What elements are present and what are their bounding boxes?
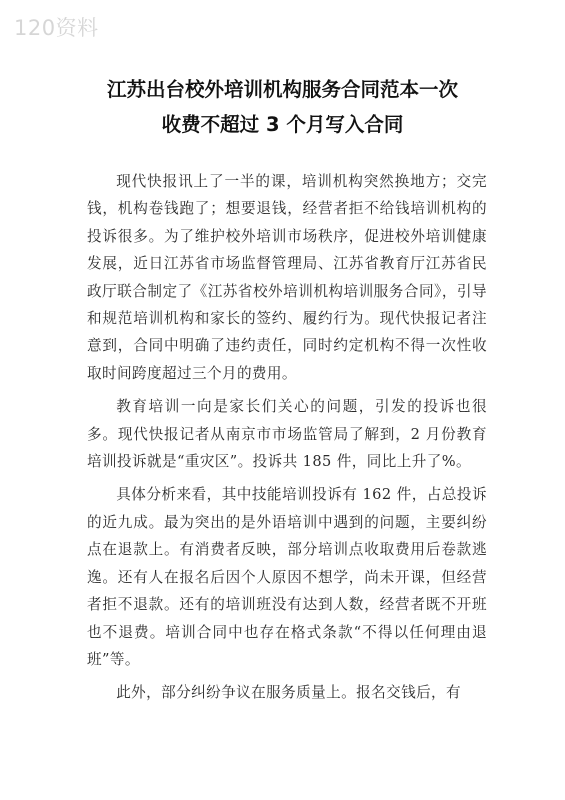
watermark: 120资料 [14,16,99,40]
paragraph-2: 教育培训一向是家长们关心的问题，引发的投诉也很多。现代快报记者从南京市市场监管局了解到，2 月份教育培训投诉就是“重灾区”。投诉共 185 件，同比上升了%。 [87,398,487,471]
paragraph-1: 现代快报讯上了一半的课，培训机构突然换地方；交完钱，机构卷钱跑了；想要退钱，经营者拒不给钱培训机构的投诉很多。为了维护校外培训市场秩序，促进校外培训健康发展，近日江苏省市场监督管理局、江苏省教育厅江苏省民政厅联合制定了《江苏省校外培训机构培训服务合同》，引导和规范培训机构和家长的签约、履约行为。现代快报记者注意到，合同中明确了违约责任，同时约定机构不得一次性收取时间跨度超过三个月的费用。 [87,173,487,382]
paragraph-3: 具体分析来看，其中技能培训投诉有 162 件，占总投诉的近九成。最为突出的是外语培训中遇到的问题，主要纠纷点在退款上。有消费者反映，部分培训点收取费用后卷款逃逸。还有人在报名后因个人原因不想学，尚未开课，但经营者拒不退款。还有的培训班没有达到人数，经营者既不开班也不退费。培训合同中也存在格式条款“不得以任何理由退班”等。 [87,486,487,668]
title-line-2: 收费不超过 3 个月写入合同 [161,113,404,136]
article-title [60,72,505,142]
paragraph-4: 此外，部分纠纷争议在服务质量上。报名交钱后，有 [116,684,462,702]
article-body [87,168,487,713]
title-line-1: 江苏出台校外培训机构服务合同范本一次 [106,78,458,101]
